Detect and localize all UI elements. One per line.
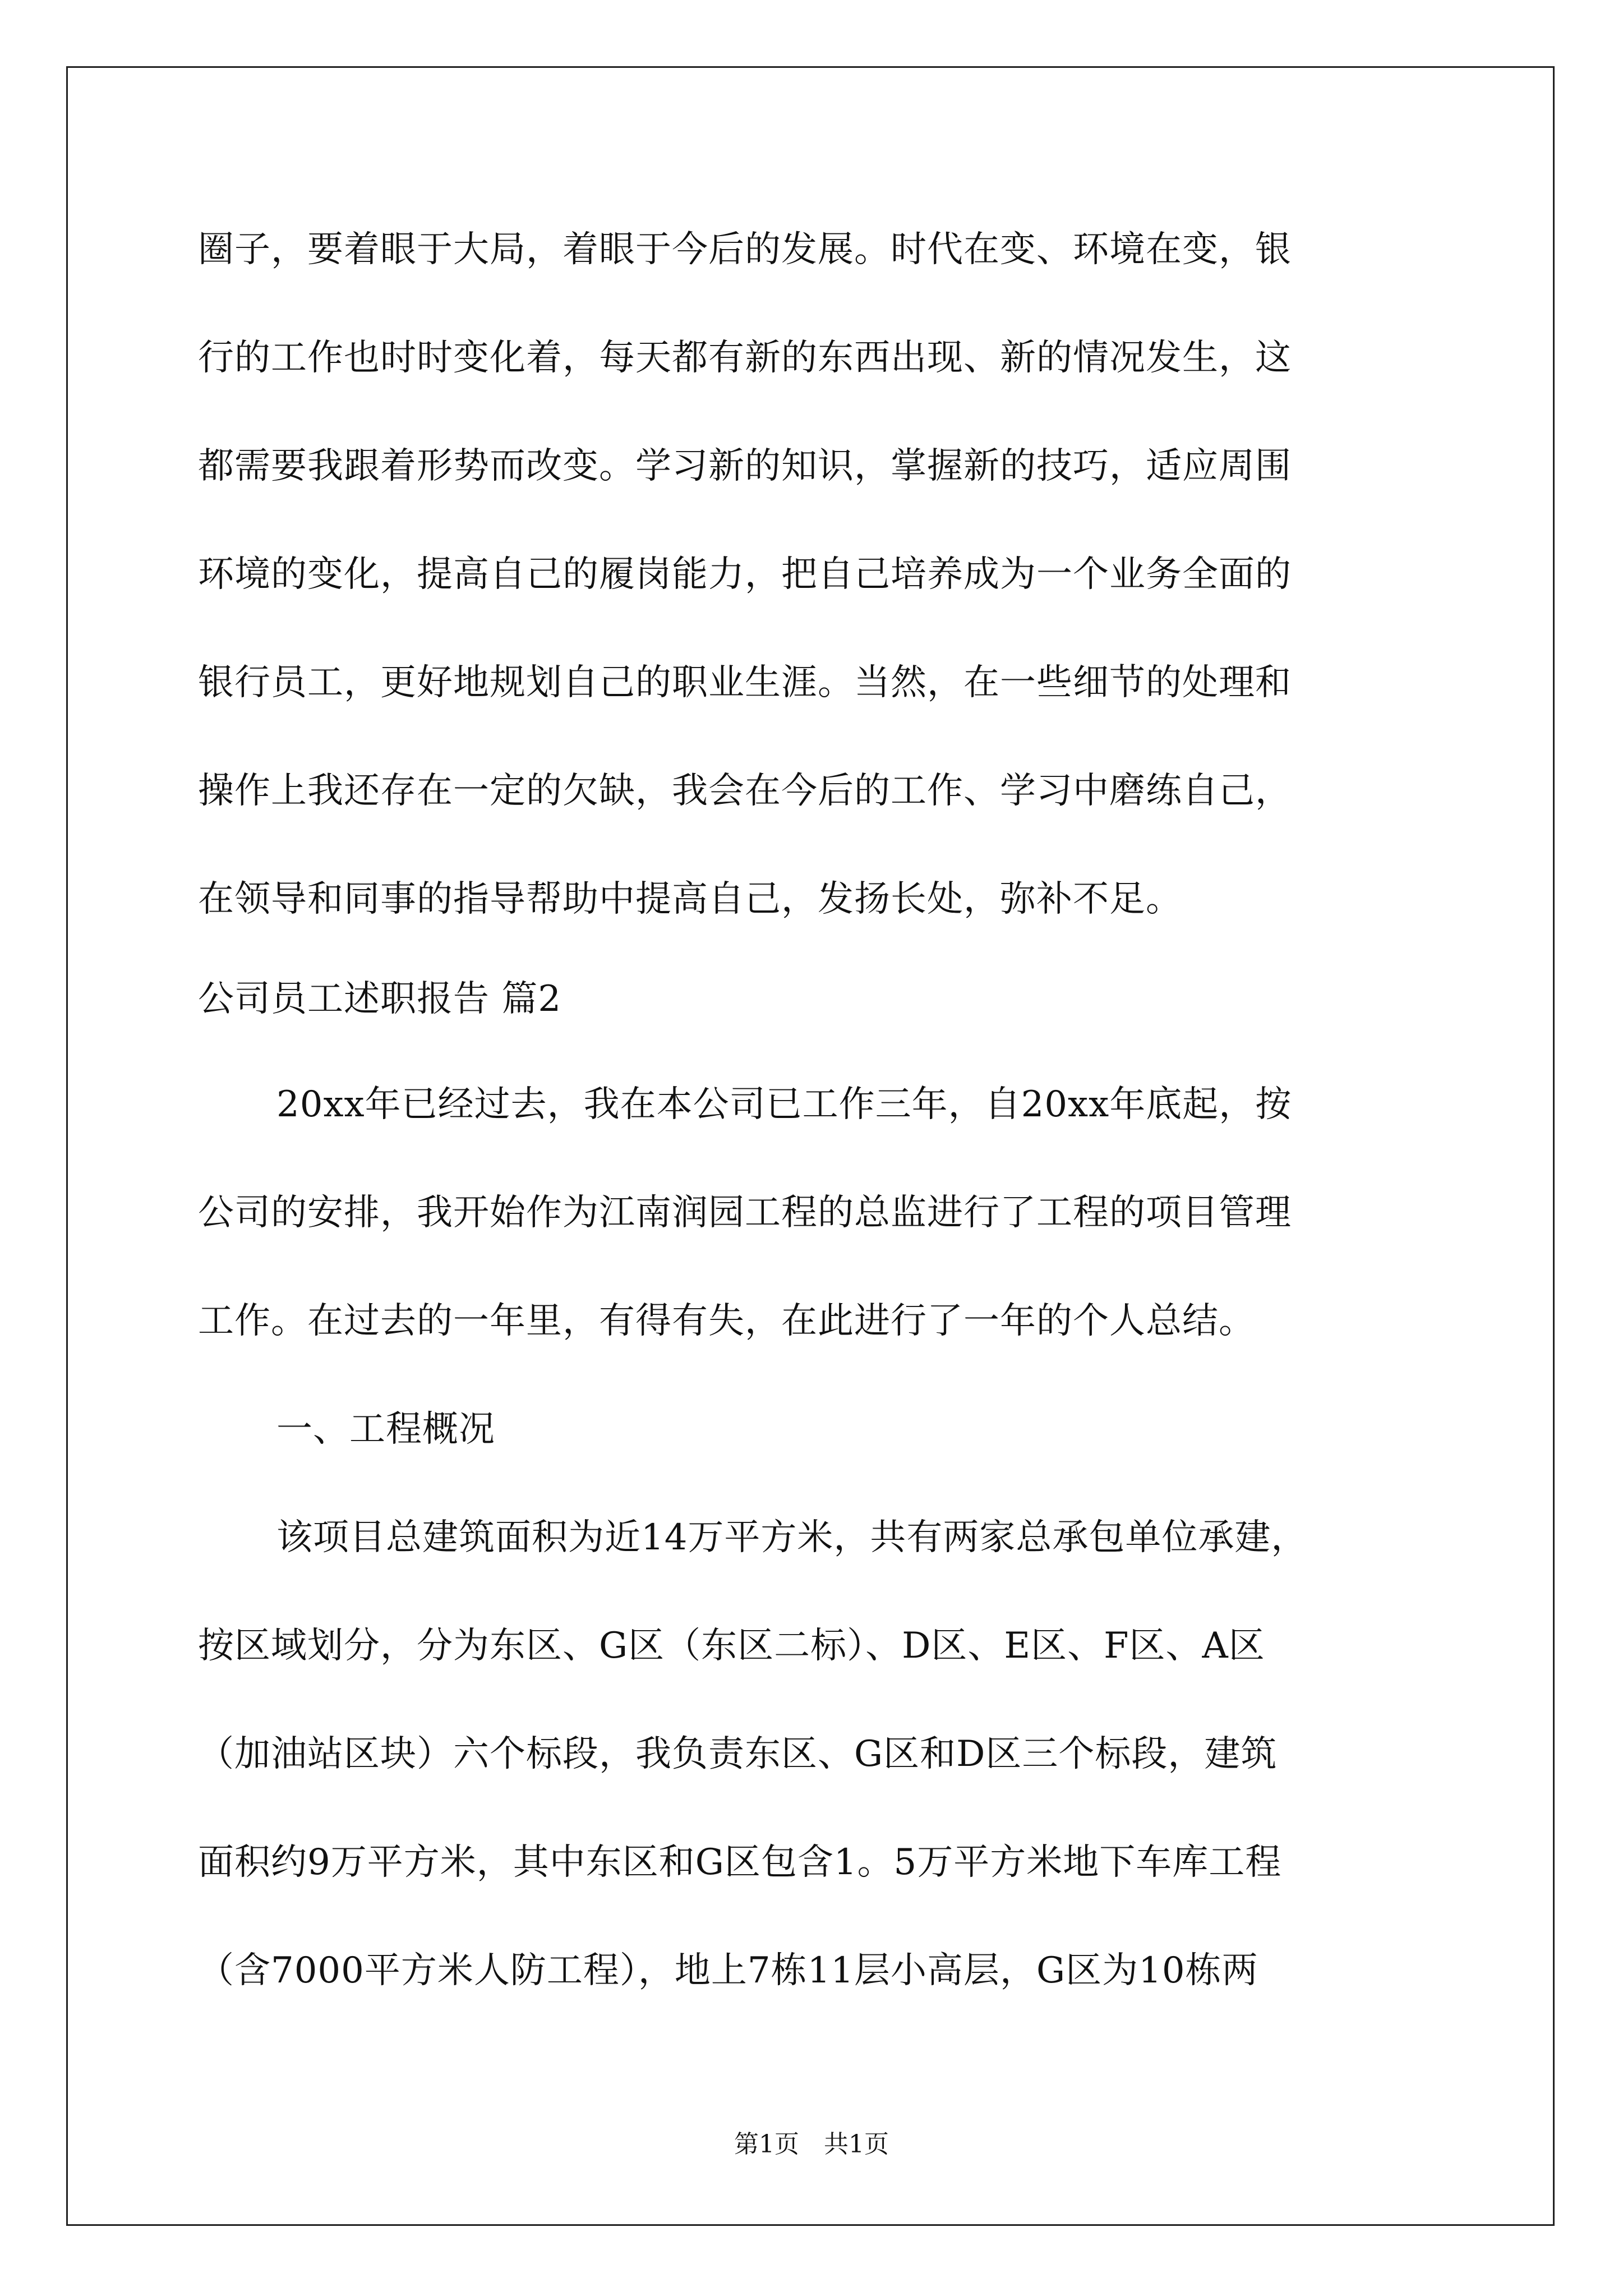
section-heading: 公司员工述职报告 篇2 (198, 978, 562, 1020)
body-text-line: 行的工作也时时变化着，每天都有新的东西出现、新的情况发生，这 (198, 337, 1292, 379)
subsection-heading: 一、工程概况 (276, 1409, 495, 1450)
body-text-line: 20xx年已经过去，我在本公司已工作三年，自20xx年底起，按 (276, 1084, 1292, 1125)
body-text-line: 圈子，要着眼于大局，着眼于今后的发展。时代在变、环境在变，银 (198, 229, 1292, 270)
body-text-line: （加油站区块）六个标段，我负责东区、G区和D区三个标段，建筑 (198, 1733, 1278, 1775)
body-text-line: 面积约9万平方米，其中东区和G区包含1。5万平方米地下车库工程 (198, 1842, 1282, 1883)
body-text-line: 环境的变化，提高自己的履岗能力，把自己培养成为一个业务全面的 (198, 554, 1292, 595)
body-text-line: 操作上我还存在一定的欠缺，我会在今后的工作、学习中磨练自己， (198, 770, 1292, 812)
page-footer: 第1页 共1页 (734, 2130, 889, 2159)
body-text-line: 该项目总建筑面积为近14万平方米，共有两家总承包单位承建， (276, 1517, 1308, 1558)
body-text-line: 在领导和同事的指导帮助中提高自己，发扬长处，弥补不足。 (198, 878, 1182, 920)
body-text-line: 都需要我跟着形势而改变。学习新的知识，掌握新的技巧，适应周围 (198, 445, 1292, 487)
body-text-line: 银行员工，更好地规划自己的职业生涯。当然，在一些细节的处理和 (198, 662, 1292, 703)
body-text-line: 工作。在过去的一年里，有得有失，在此进行了一年的个人总结。 (198, 1300, 1255, 1342)
body-text-line: 公司的安排，我开始作为江南润园工程的总监进行了工程的项目管理 (198, 1192, 1292, 1234)
body-text-line: 按区域划分，分为东区、G区（东区二标）、D区、E区、F区、A区 (198, 1625, 1265, 1667)
body-text-line: （含7000平方米人防工程），地上7栋11层小高层，G区为10栋两 (198, 1950, 1258, 1991)
page-border (66, 66, 1555, 2226)
